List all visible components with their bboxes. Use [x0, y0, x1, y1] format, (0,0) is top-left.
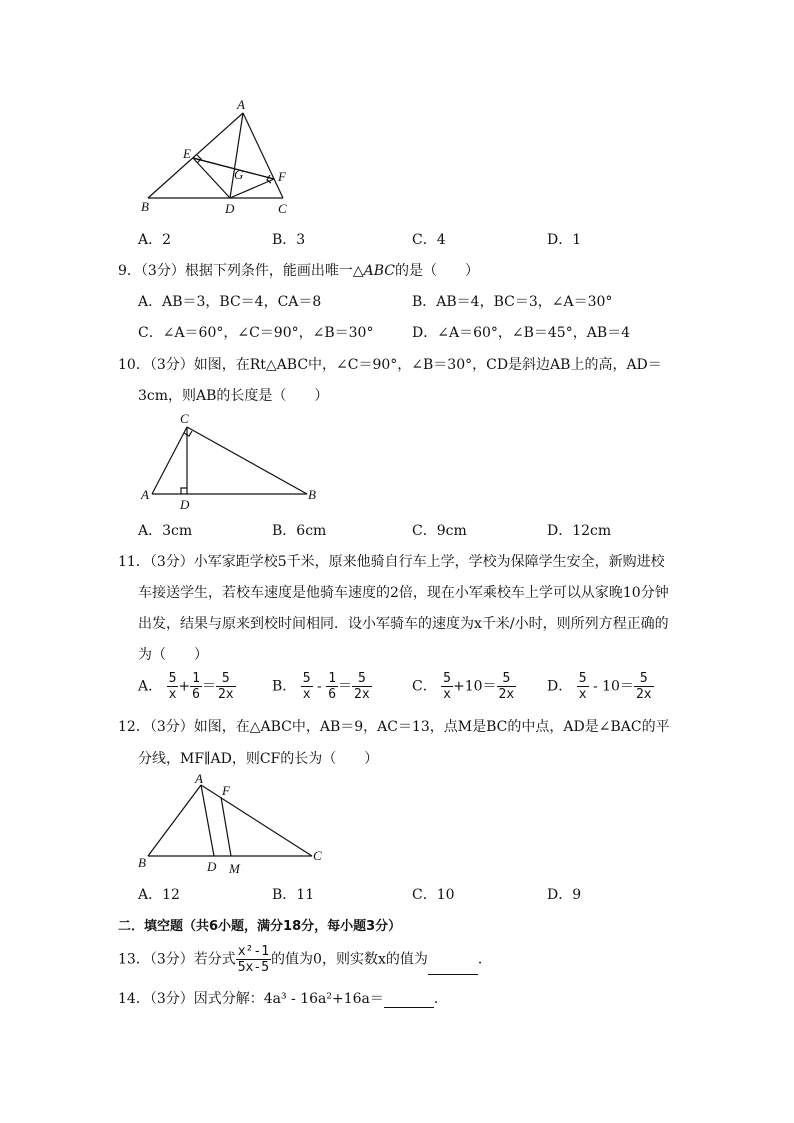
fig3-label-b: B: [138, 855, 146, 870]
section-2-title: 二．填空题（共6小题，满分18分，每小题3分）: [118, 919, 402, 934]
q10-option-c[interactable]: C．9cm: [412, 523, 467, 539]
q12-option-c[interactable]: C．10: [412, 887, 455, 903]
q14-stem: 14．（3分）因式分解：4a³ - 16a²+16a＝ ．: [118, 991, 448, 1007]
q10-line2: 3cm，则AB的长度是（ ）: [138, 388, 329, 404]
fraction: $\frac{5}{2x}$: [635, 671, 652, 702]
fig3-label-f: F: [222, 783, 230, 798]
q13-stem: 13．（3分）若分式 $\frac{\text{x²-1}}{5x-5}$ 的值为0，则实数x的值为 ．: [118, 944, 492, 975]
q11-line3: 出发，结果与原来到校时间相同．设小军骑车的速度为x千米/小时，则所列方程正确的: [138, 616, 669, 632]
fig1-label-a: A: [237, 97, 245, 112]
fig2-label-b: B: [308, 487, 316, 502]
q9-suffix: 的是（ ）: [394, 263, 479, 279]
fig1-label-b: B: [141, 199, 149, 214]
q8-option-a[interactable]: A．2: [138, 232, 172, 248]
q13-prefix: 13．（3分）若分式: [118, 951, 236, 968]
q9-abc: ABC: [363, 263, 395, 279]
q9-option-a[interactable]: A．AB＝3，BC＝4，CA＝8: [138, 294, 322, 310]
q9-prefix: 9．（3分）根据下列条件，能画出唯一△: [118, 263, 364, 279]
q8-option-b[interactable]: B．3: [272, 232, 306, 248]
q11-line2: 车接送学生，若校车速度是他骑车速度的2倍，现在小军乘校车上学可以从家晚10分钟: [138, 585, 669, 601]
fig1-label-f: F: [278, 169, 286, 184]
q14-prefix: 14．（3分）因式分解：4a³ - 16a²+16a＝: [118, 991, 384, 1007]
fraction: $\frac{5}{x}$: [443, 671, 451, 702]
q11-option-b[interactable]: B． $\frac{5}{x}$ - $\frac{1}{6}$ ＝ $\frac{5}{2x}$: [272, 671, 370, 702]
q11-option-d[interactable]: D． $\frac{5}{x}$ - 10＝ $\frac{5}{2x}$: [547, 671, 652, 702]
fraction: $\frac{1}{6}$: [192, 671, 200, 702]
fig2-label-c: C: [180, 411, 189, 426]
fig1-label-c: C: [278, 201, 287, 216]
q14-answer-blank[interactable]: [384, 993, 434, 1008]
q11-line4: 为（ ）: [138, 647, 208, 663]
q12-option-d[interactable]: D．9: [547, 887, 582, 903]
fig2-label-a: A: [141, 487, 149, 502]
fig1-label-g: G: [234, 167, 244, 182]
fig1-label-d: D: [225, 201, 235, 216]
fig1-label-e: E: [183, 146, 191, 161]
fraction: $\frac{5}{x}$: [168, 671, 177, 702]
q9-option-d[interactable]: D．∠A＝60°，∠B＝45°，AB＝4: [412, 325, 631, 341]
figure-right-triangle: [135, 410, 325, 515]
q11-option-c[interactable]: C． $\frac{5}{x}$ +10＝ $\frac{5}{2x}$: [412, 671, 515, 702]
fig3-label-c: C: [313, 848, 322, 863]
q8-option-c[interactable]: C．4: [412, 232, 446, 248]
fraction: $\frac{5}{2x}$: [498, 671, 515, 702]
q12-option-a[interactable]: A．12: [138, 887, 180, 903]
fraction: $\frac{1}{6}$: [328, 671, 337, 702]
fig3-label-a: A: [195, 772, 203, 786]
q10-option-a[interactable]: A．3cm: [138, 523, 193, 539]
fraction: $\frac{5}{2x}$: [354, 671, 370, 702]
q11-line1: 11．（3分）小军家距学校5千米，原来他骑自行车上学，学校为保障学生安全，新购进校: [118, 554, 665, 570]
fraction: $\frac{5}{x}$: [578, 671, 587, 702]
q12-line2: 分线，MF∥AD，则CF的长为（ ）: [138, 751, 379, 767]
q8-option-d[interactable]: D．1: [547, 232, 582, 248]
fig2-label-d: D: [180, 497, 190, 512]
q12-line1: 12．（3分）如图，在△ABC中，AB＝9，AC＝13，点M是BC的中点，AD是∠BAC的平: [118, 719, 670, 735]
figure-triangle-mf: [135, 772, 335, 877]
q13-suffix: 的值为0，则实数x的值为: [271, 951, 428, 968]
fig3-label-d: D: [207, 859, 217, 874]
fig3-label-m: M: [229, 861, 240, 876]
q10-line1: 10．（3分）如图，在Rt△ABC中，∠C＝90°，∠B＝30°，CD是斜边AB上的高，AD＝: [118, 357, 662, 373]
fraction: $\frac{5}{x}$: [302, 671, 311, 702]
q9-option-c[interactable]: C．∠A＝60°，∠C＝90°，∠B＝30°: [138, 325, 374, 341]
q9-stem: [118, 260, 479, 280]
q11-option-a[interactable]: A． $\frac{5}{x}$ + $\frac{1}{6}$ ＝ $\frac{5}{2x}$: [138, 671, 234, 702]
fraction: $\frac{5}{2x}$: [217, 671, 234, 702]
q10-option-b[interactable]: B．6cm: [272, 523, 327, 539]
figure-triangle-efg: [135, 95, 305, 220]
q12-option-b[interactable]: B．11: [272, 887, 315, 903]
q13-answer-blank[interactable]: [428, 960, 478, 975]
q10-option-d[interactable]: D．12cm: [547, 523, 612, 539]
fraction: $\frac{\text{x²-1}}{5x-5}$: [237, 944, 270, 975]
q9-option-b[interactable]: B．AB＝4，BC＝3，∠A＝30°: [412, 294, 613, 310]
